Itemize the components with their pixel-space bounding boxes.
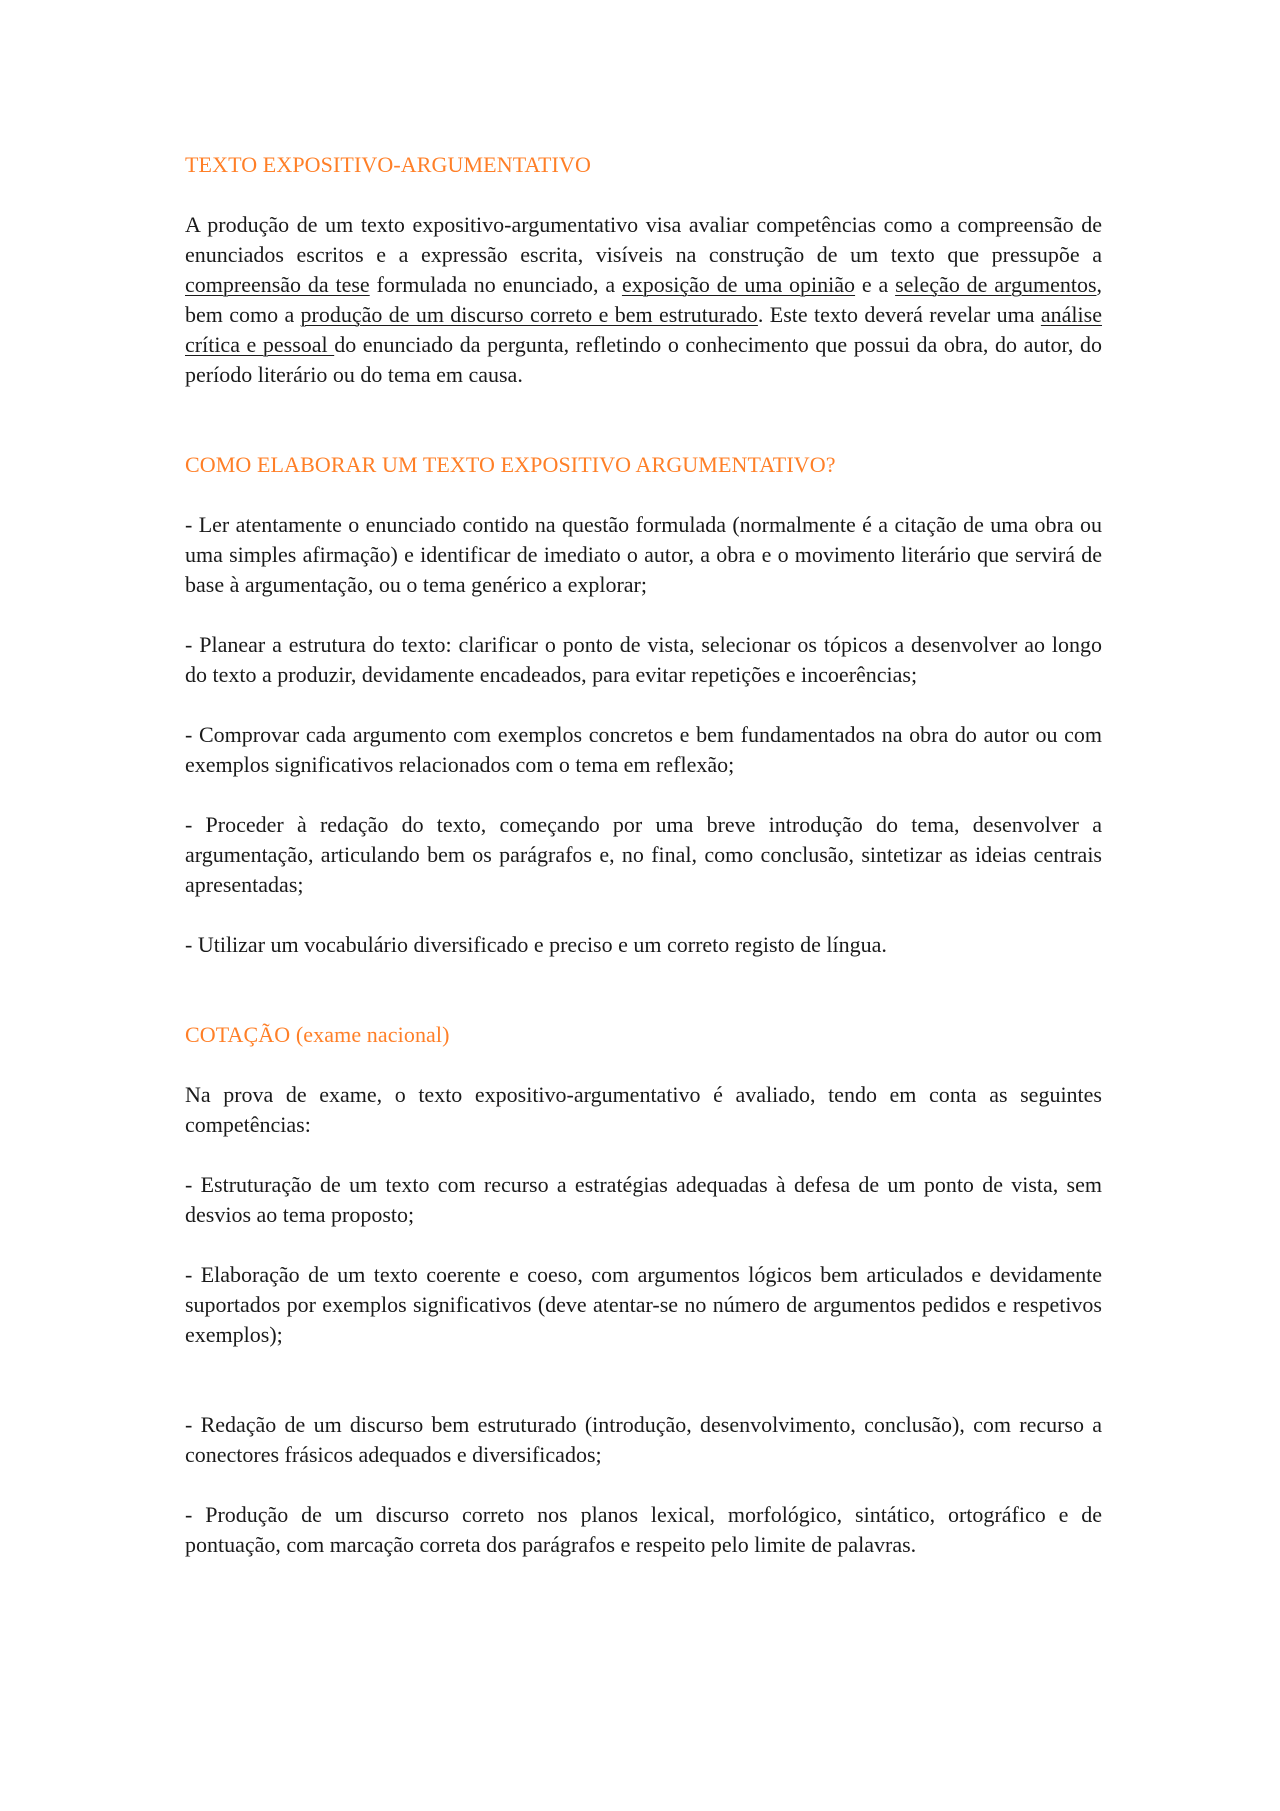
underline-compreensao-tese: compreensão da tese bbox=[185, 272, 370, 297]
intro-text-1: A produção de um texto expositivo-argumentativo visa avaliar competências como a compreensão de enunciados escritos e a expressão escrita, visíveis na construção de um texto que pressupõe a bbox=[185, 212, 1102, 267]
intro-paragraph bbox=[185, 210, 1102, 390]
intro-text-6: do enunciado da pergunta, refletindo o conhecimento que possui da obra, do autor, do período literário ou do tema em causa. bbox=[185, 332, 1102, 387]
list-item: - Proceder à redação do texto, começando por uma breve introdução do tema, desenvolver a argumentação, articulando bem os parágrafos e, no final, como conclusão, sintetizar as ideias centrais apresentadas; bbox=[185, 812, 1102, 897]
underline-exposicao-opiniao: exposição de uma opinião bbox=[621, 272, 856, 297]
list-item: - Utilizar um vocabulário diversificado e preciso e um correto registo de língua. bbox=[185, 932, 887, 957]
section-heading-texto-expositivo: TEXTO EXPOSITIVO-ARGUMENTATIVO bbox=[185, 152, 591, 177]
intro-text-3: e a bbox=[855, 272, 896, 297]
intro-text-2: formulada no enunciado, a bbox=[369, 272, 622, 297]
list-item: - Planear a estrutura do texto: clarificar o ponto de vista, selecionar os tópicos a desenvolver ao longo do texto a produzir, devidamente encadeados, para evitar repetições e incoerências; bbox=[185, 632, 1102, 687]
list-item: - Ler atentamente o enunciado contido na questão formulada (normalmente é a citação de uma obra ou uma simples afirmação) e identificar de imediato o autor, a obra e o movimento literário que servirá de base à argumentação, ou o tema genérico a explorar; bbox=[185, 512, 1102, 597]
intro-text-5: . Este texto deverá revelar uma bbox=[757, 302, 1041, 327]
list-item: - Comprovar cada argumento com exemplos concretos e bem fundamentados na obra do autor ou com exemplos significativos relacionados com o tema em reflexão; bbox=[185, 722, 1102, 777]
section-heading-cotacao: COTAÇÃO (exame nacional) bbox=[185, 1022, 450, 1047]
intro-text-4: , bem como a bbox=[185, 272, 1103, 327]
section-heading-como-elaborar: COMO ELABORAR UM TEXTO EXPOSITIVO ARGUMENTATIVO? bbox=[185, 452, 836, 477]
underline-analise-critica: análise crítica e pessoal bbox=[185, 302, 1102, 357]
underline-selecao-argumentos: seleção de argumentos bbox=[895, 272, 1097, 297]
document-page bbox=[185, 150, 1102, 1560]
list-item: - Elaboração de um texto coerente e coeso, com argumentos lógicos bem articulados e devidamente suportados por exemplos significativos (deve atentar-se no número de argumentos pedidos e respetivos exemplos); bbox=[185, 1262, 1102, 1347]
cotacao-intro: Na prova de exame, o texto expositivo-argumentativo é avaliado, tendo em conta as seguintes competências: bbox=[185, 1082, 1102, 1137]
list-item: - Redação de um discurso bem estruturado (introdução, desenvolvimento, conclusão), com recurso a conectores frásicos adequados e diversificados; bbox=[185, 1412, 1102, 1467]
list-item: - Estruturação de um texto com recurso a estratégias adequadas à defesa de um ponto de vista, sem desvios ao tema proposto; bbox=[185, 1172, 1102, 1227]
list-item: - Produção de um discurso correto nos planos lexical, morfológico, sintático, ortográfico e de pontuação, com marcação correta dos parágrafos e respeito pelo limite de palavras. bbox=[185, 1502, 1102, 1557]
underline-producao-discurso: produção de um discurso correto e bem estruturado bbox=[300, 302, 758, 327]
